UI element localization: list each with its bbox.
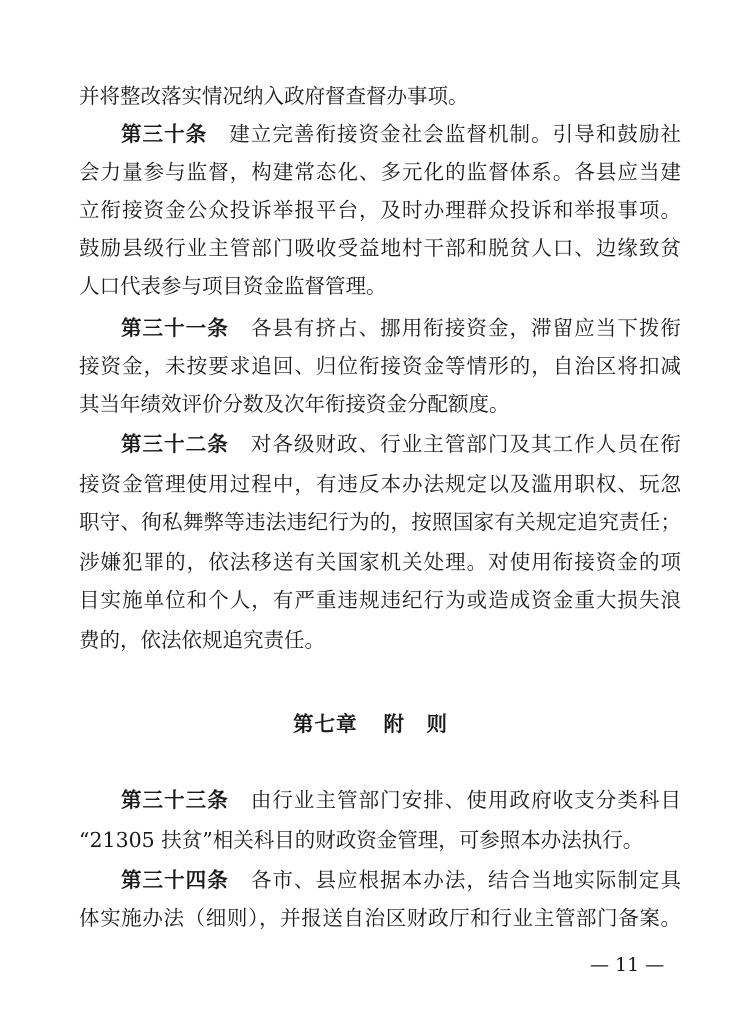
paragraph-line: 接资金管理使用过程中，有违反本办法规定以及滥用职权、玩忽 (79, 472, 681, 496)
paragraph-line: 接资金，未按要求追回、归位衔接资金等情形的，自治区将扣减 (79, 354, 681, 378)
article-33-first-line: 第三十三条 由行业主管部门安排、使用政府收支分类科目 (121, 788, 681, 812)
article-30-first-line: 第三十条 建立完善衔接资金社会监督机制。引导和鼓励社 (121, 122, 681, 146)
paragraph-line: 涉嫌犯罪的，依法移送有关国家机关处理。对使用衔接资金的项 (79, 550, 681, 574)
article-label: 第三十条 (121, 122, 208, 146)
article-label: 第三十一条 (121, 316, 229, 340)
article-32-first-line: 第三十二条 对各级财政、行业主管部门及其工作人员在衔 (121, 432, 681, 456)
paragraph-line: 费的，依法依规追究责任。 (79, 628, 325, 652)
paragraph-line: 其当年绩效评价分数及次年衔接资金分配额度。 (79, 392, 510, 416)
chapter-number: 第七章 (293, 712, 358, 736)
article-31-first-line: 第三十一条 各县有挤占、挪用衔接资金，滞留应当下拨衔 (121, 316, 681, 340)
chapter-title: 附 则 (383, 712, 448, 736)
paragraph-line: 立衔接资金公众投诉举报平台，及时办理群众投诉和举报事项。 (79, 198, 681, 222)
article-label: 第三十三条 (121, 788, 229, 812)
paragraph-line: 人口代表参与项目资金监督管理。 (79, 274, 387, 298)
page-number: — 11 — (590, 954, 665, 976)
article-label: 第三十二条 (121, 432, 229, 456)
paragraph-line: 职守、徇私舞弊等违法违纪行为的，按照国家有关规定追究责任； (79, 510, 681, 534)
paragraph-line: “21305 扶贫”相关科目的财政资金管理，可参照本办法执行。 (79, 828, 644, 852)
paragraph-line: 鼓励县级行业主管部门吸收受益地村干部和脱贫人口、边缘致贫 (79, 236, 681, 260)
paragraph-line: 并将整改落实情况纳入政府督查督办事项。 (79, 84, 469, 108)
article-label: 第三十四条 (121, 868, 229, 892)
chapter-heading (0, 704, 741, 744)
paragraph-line: 会力量参与监督，构建常态化、多元化的监督体系。各县应当建 (79, 160, 681, 184)
paragraph-line: 体实施办法（细则），并报送自治区财政厅和行业主管部门备案。 (79, 906, 681, 930)
article-34-first-line: 第三十四条 各市、县应根据本办法，结合当地实际制定具 (121, 868, 681, 892)
paragraph-line: 目实施单位和个人，有严重违规违纪行为或造成资金重大损失浪 (79, 588, 681, 612)
